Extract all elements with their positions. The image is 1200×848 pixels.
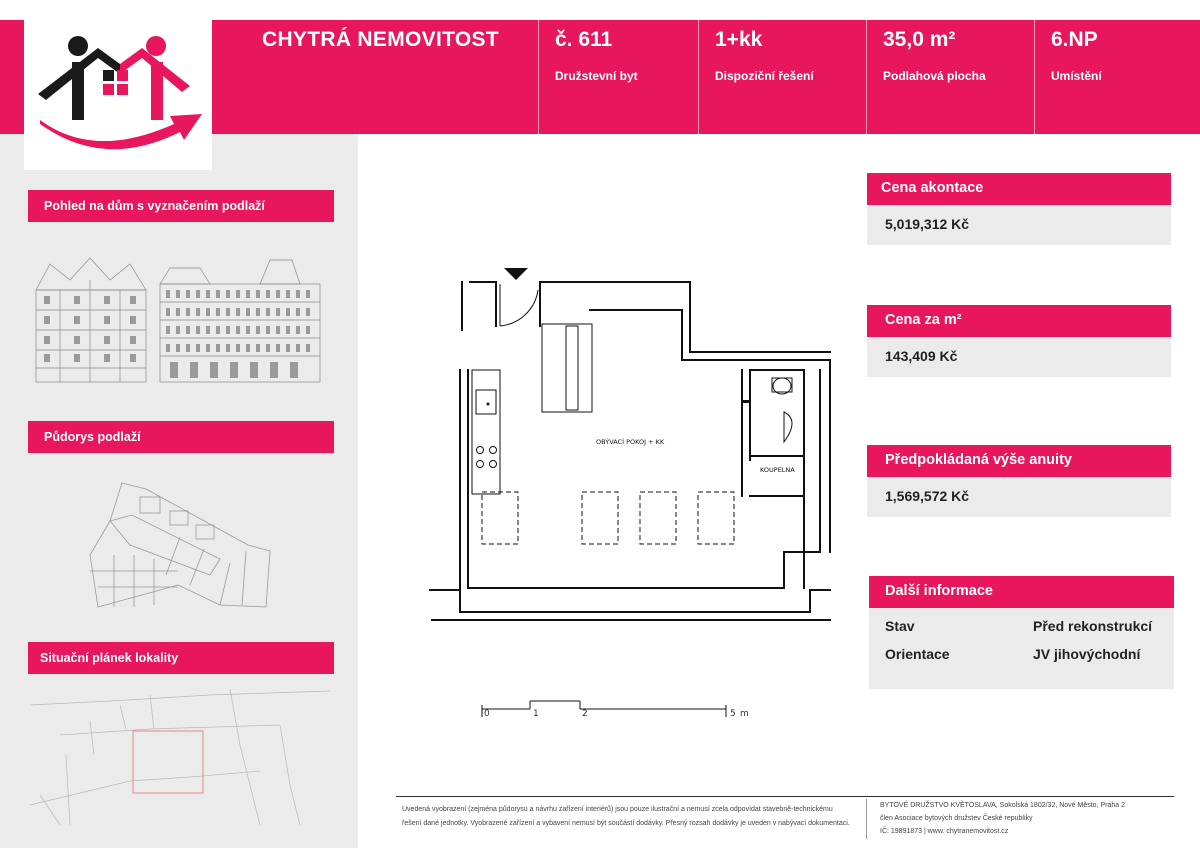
scale-bar: [470, 695, 770, 725]
more-info-box: [869, 576, 1174, 689]
unit-number-value: č. 611: [555, 28, 613, 51]
akontace-title: Cena akontace: [867, 173, 1171, 205]
unit-number-label: Družstevní byt: [555, 69, 638, 83]
akontace-value: 5,019,312 Kč: [867, 205, 1171, 245]
footer-rule: [396, 796, 1174, 797]
area-value: 35,0 m²: [883, 28, 956, 51]
scale-tick-1: 1: [533, 709, 539, 719]
company-line-2: člen Asociace bytových družstev České republiky: [880, 815, 1033, 822]
company-line-3: IČ: 19891873 | www. chytranemovitost.cz: [880, 828, 1009, 835]
price-per-m2-title: Cena za m²: [867, 305, 1171, 337]
condition-value: Před rekonstrukcí: [1033, 618, 1153, 634]
layout-value: 1+kk: [715, 28, 763, 51]
room-label: OBÝVACÍ POKOJ + KK: [596, 438, 665, 446]
logo: [24, 20, 212, 170]
floor-plan-label: Půdorys podlaží: [28, 421, 334, 453]
orientation-label: Orientace: [885, 646, 950, 662]
site-plan-label: Situační plánek lokality: [28, 642, 334, 674]
scale-tick-2: 2: [582, 709, 588, 719]
entrance-arrow-icon: [504, 268, 528, 280]
condition-label: Stav: [885, 618, 915, 634]
annuity-value: 1,569,572 Kč: [867, 477, 1171, 517]
more-info-title: Další informace: [869, 576, 1174, 608]
scale-tick-5: 5: [730, 709, 736, 719]
brand-title: CHYTRÁ NEMOVITOST: [262, 28, 499, 51]
layout-label: Dispoziční řešení: [715, 69, 814, 83]
price-per-m2-value: 143,409 Kč: [867, 337, 1171, 377]
header-cell-unit-number: [538, 20, 698, 134]
annuity-title: Předpokládaná výše anuity: [867, 445, 1171, 477]
building-elevation-drawing: [30, 250, 330, 390]
disclaimer-line-2: řešení dané jednotky. Vyobrazené zařízení a vybavení nemusí být součástí dodávky. Přesný rozsah dodávky je uveden v nabývací dokumentaci.: [402, 820, 850, 827]
apartment-floor-plan: [420, 260, 850, 640]
scale-tick-0: 0: [484, 709, 490, 719]
house-with-people-logo-icon: [24, 20, 212, 170]
header-cell-area: [866, 20, 1034, 134]
floor-label: Umístění: [1051, 69, 1102, 83]
footer-divider: [866, 799, 867, 839]
bathroom-label: KOUPELNA: [760, 466, 795, 474]
floor-plan-thumbnail: [70, 475, 290, 625]
header-cell-floor: [1034, 20, 1200, 134]
header-cell-layout: [698, 20, 866, 134]
orientation-value: JV jihovýchodní: [1033, 646, 1141, 662]
building-view-label: Pohled na dům s vyznačením podlaží: [28, 190, 334, 222]
scale-unit: m: [740, 709, 749, 719]
area-label: Podlahová plocha: [883, 69, 986, 83]
site-plan-thumbnail: [30, 685, 330, 825]
company-line-1: BYTOVÉ DRUŽSTVO KVĚTOSLAVA, Sokolská 1802/32, Nové Město, Praha 2: [880, 802, 1125, 809]
floor-value: 6.NP: [1051, 28, 1098, 51]
disclaimer-line-1: Uvedená vyobrazení (zejména půdorysu a návrhu zařízení interiérů) jsou pouze ilustrační a nemusí zcela odpovídat stavebně-technickému: [402, 806, 833, 813]
